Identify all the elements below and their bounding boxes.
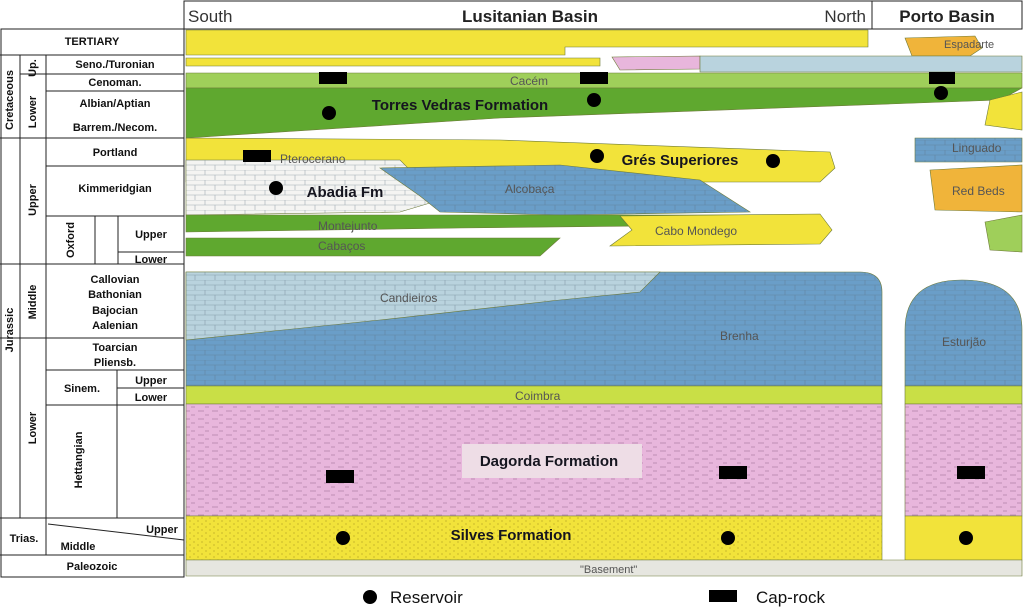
reservoir-marker (721, 531, 735, 545)
layer-coimbra-porto (905, 386, 1022, 404)
label-paleozoic: Paleozoic (66, 561, 118, 573)
unit-torres-vedras: Torres Vedras Formation (371, 97, 549, 114)
unit-silves: Silves Formation (450, 527, 572, 544)
label-pliensb: Pliensb. (93, 357, 137, 369)
label-cenoman: Cenoman. (88, 77, 142, 89)
layer-tertiary (186, 30, 868, 55)
label-callovian: Callovian (90, 274, 140, 286)
label-oxford-upper: Upper (135, 229, 167, 241)
label-jur-middle: Middle (27, 284, 39, 320)
unit-cabo-mondego: Cabo Mondego (655, 224, 738, 238)
unit-cacem: Cacém (510, 74, 549, 88)
reservoir-marker (322, 106, 336, 120)
unit-candieiros: Candieiros (380, 291, 438, 305)
header (184, 1, 1022, 29)
unit-dagorda: Dagorda Formation (479, 453, 619, 470)
label-barrem-necom: Barrem./Necom. (72, 122, 158, 134)
unit-espadarte: Espadarte (944, 39, 995, 51)
unit-basement: "Basement" (580, 564, 638, 576)
label-sinem: Sinem. (63, 383, 101, 395)
label-toarcian: Toarcian (92, 342, 138, 354)
legend-reservoir-symbol (363, 590, 377, 604)
label-oxford: Oxford (65, 221, 77, 259)
label-trias: Trias. (9, 533, 39, 545)
caprock-marker (580, 72, 608, 84)
label-cretaceous: Cretaceous (4, 70, 16, 130)
reservoir-marker (269, 181, 283, 195)
unit-pterocerano: Pterocerano (280, 152, 346, 166)
caprock-marker (326, 470, 354, 483)
caprock-marker (243, 150, 271, 162)
layer-cabacos (186, 238, 560, 256)
reservoir-marker (766, 154, 780, 168)
label-trias-middle: Middle (60, 541, 96, 553)
layer-porto-green (985, 215, 1022, 252)
unit-montejunto: Montejunto (318, 219, 378, 233)
unit-alcobaca: Alcobaça (505, 182, 555, 196)
legend-reservoir-label: Reservoir (390, 588, 463, 607)
unit-abadia: Abadia Fm (306, 184, 384, 201)
unit-red-beds: Red Beds (952, 184, 1005, 198)
unit-esturjao: Esturjão (942, 335, 987, 349)
unit-linguado: Linguado (952, 141, 1002, 155)
chrono-labels (4, 36, 179, 573)
label-sinem-lower: Lower (134, 392, 168, 404)
reservoir-marker (336, 531, 350, 545)
label-tertiary: TERTIARY (64, 36, 120, 48)
header-lusitanian: Lusitanian Basin (461, 7, 599, 26)
label-kimmeridgian: Kimmeridgian (78, 183, 152, 195)
reservoir-marker (934, 86, 948, 100)
caprock-marker (957, 466, 985, 479)
legend (363, 588, 825, 607)
unit-gres-superiores: Grés Superiores (621, 152, 739, 169)
label-jurassic: Jurassic (4, 307, 16, 353)
layer-pink-strip (612, 56, 700, 70)
unit-cabacos: Cabaços (318, 239, 366, 253)
legend-caprock-symbol (709, 590, 737, 602)
unit-brenha: Brenha (720, 329, 759, 343)
header-south: South (188, 7, 233, 26)
label-albian-aptian: Albian/Aptian (79, 98, 151, 110)
label-bathonian: Bathonian (88, 289, 142, 301)
layer-torres-vedras (186, 88, 1022, 138)
header-north: North (824, 7, 866, 26)
label-trias-upper: Upper (146, 524, 178, 536)
header-porto: Porto Basin (899, 7, 995, 26)
layers (186, 30, 1022, 576)
label-cret-upper: Up. (27, 59, 39, 77)
label-oxford-lower: Lower (134, 254, 168, 266)
caprock-marker (929, 72, 955, 84)
caprock-marker (319, 72, 347, 84)
label-seno-turonian: Seno./Turonian (75, 59, 155, 71)
label-jur-upper: Upper (27, 184, 39, 216)
legend-caprock-label: Cap-rock (756, 588, 825, 607)
label-jur-lower: Lower (27, 411, 39, 445)
label-cret-lower: Lower (27, 95, 39, 129)
label-sinem-upper: Upper (135, 375, 167, 387)
reservoir-marker (590, 149, 604, 163)
layer-seno-strip (186, 58, 600, 66)
reservoir-marker (587, 93, 601, 107)
reservoir-marker (959, 531, 973, 545)
caprock-marker (719, 466, 747, 479)
label-bajocian: Bajocian (92, 305, 138, 317)
unit-coimbra: Coimbra (515, 389, 561, 403)
label-aalenian: Aalenian (92, 320, 138, 332)
label-hettangian: Hettangian (73, 431, 85, 489)
layer-blue-strip (700, 56, 1022, 72)
label-portland: Portland (92, 147, 138, 159)
